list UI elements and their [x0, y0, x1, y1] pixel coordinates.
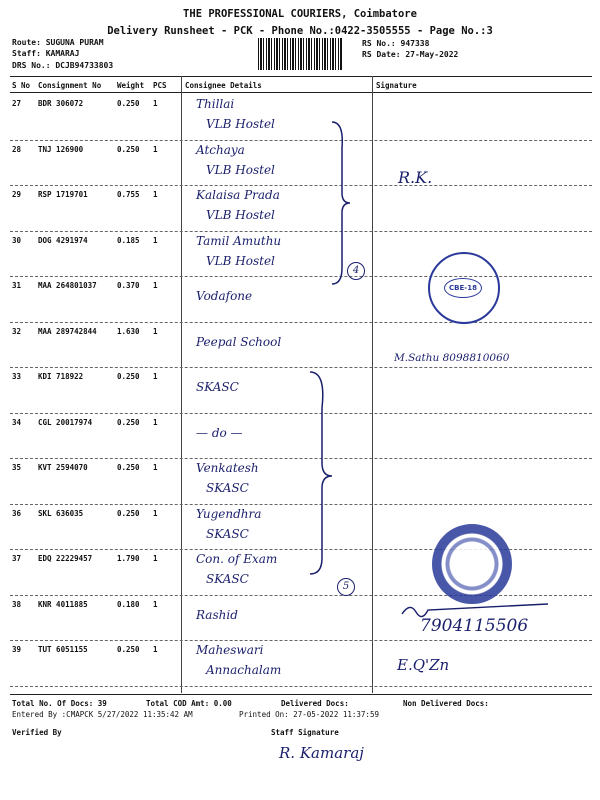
row-consignment: TUT 6051155: [38, 645, 88, 654]
brace-path: [310, 372, 332, 574]
consignee-address: SKASC: [206, 526, 249, 541]
row-pcs: 1: [153, 508, 158, 518]
table-row: [10, 414, 592, 460]
row-pcs: 1: [153, 417, 158, 427]
row-pcs: 1: [153, 554, 158, 563]
col-sno: S No: [12, 81, 31, 90]
table-header-rule: [10, 92, 592, 93]
runsheet-title: Delivery Runsheet - PCK - Phone No.:0422-3505555 - Page No.:3: [107, 25, 493, 37]
row-pcs: 1: [153, 645, 158, 654]
row-consignment: DOG 4291974: [38, 235, 88, 245]
footer-rule: [10, 694, 592, 695]
delivered-docs: Delivered Docs:: [281, 699, 349, 708]
row-pcs: 1: [153, 235, 158, 245]
stamp-inner-ring: CBE-18: [444, 278, 482, 298]
table-row: [10, 95, 592, 141]
row-consignment: KNR 4011885: [38, 599, 88, 609]
row-consignment: RSP 1719701: [38, 190, 88, 199]
consignee-address: SKASC: [206, 572, 249, 586]
row-pcs: 1: [153, 326, 158, 336]
row-sno: 38: [12, 599, 22, 609]
consignee-address: VLB Hostel: [206, 208, 275, 222]
consignee-name: Peepal School: [196, 334, 282, 349]
row-pcs: 1: [153, 190, 158, 199]
row-sno: 32: [12, 326, 22, 336]
verified-by: Verified By: [12, 728, 62, 737]
row-consignment: SKL 636035: [38, 508, 84, 518]
drs-label: DRS No.: DCJB94733803: [12, 61, 114, 70]
table-top-rule: [10, 76, 592, 77]
consignee-address: VLB Hostel: [206, 253, 275, 268]
consignee-address: VLB Hostel: [206, 117, 275, 131]
row-sno: 28: [12, 144, 22, 154]
row-sno: 36: [12, 508, 22, 518]
row-pcs: 1: [153, 144, 158, 154]
row-weight: 0.250: [117, 144, 140, 154]
row-pcs: 1: [153, 599, 158, 609]
row-weight: 0.250: [117, 417, 140, 427]
row-pcs: 1: [153, 281, 158, 290]
row-pcs: 1: [153, 463, 158, 472]
signature-4: E.Q'Zn: [397, 656, 450, 674]
row-consignment: MAA 264801037: [38, 281, 97, 290]
brace-path: [332, 122, 350, 284]
group-mark-2: 5: [337, 578, 355, 596]
table-row: [10, 186, 592, 232]
table-row: [10, 459, 592, 505]
row-sno: 30: [12, 235, 22, 245]
table-row: [10, 141, 592, 187]
table-row: [10, 232, 592, 278]
row-pcs: 1: [153, 99, 158, 108]
consignee-name: Tamil Amuthu: [196, 233, 282, 248]
row-consignment: EDQ 22229457: [38, 554, 93, 563]
col-pcs: PCS: [153, 81, 167, 90]
entered-by: Entered By :CMAPCK 5/27/2022 11:35:42 AM: [12, 710, 193, 719]
col-consignment: Consignment No: [38, 81, 102, 90]
table-row: [10, 277, 592, 323]
col-consignee: Consignee Details: [185, 81, 262, 90]
signature-2: M.Sathu 8098810060: [394, 352, 510, 364]
row-sno: 37: [12, 554, 22, 563]
row-consignment: BDR 306072: [38, 99, 84, 108]
consignee-name: — do —: [196, 425, 243, 440]
row-sno: 29: [12, 190, 22, 199]
consignee-name: SKASC: [196, 380, 239, 394]
row-weight: 0.250: [117, 99, 140, 108]
row-weight: 0.250: [117, 372, 140, 381]
col-signature: Signature: [376, 81, 417, 90]
row-weight: 0.250: [117, 645, 140, 654]
row-sno: 35: [12, 463, 22, 472]
staff-signature-label: Staff Signature: [271, 728, 339, 737]
row-weight: 0.755: [117, 190, 140, 199]
consignee-name: Vodafone: [196, 289, 253, 303]
consignee-name: Yugendhra: [196, 506, 262, 521]
consignee-name: Rashid: [196, 607, 238, 622]
vodafone-stamp: [428, 252, 500, 324]
total-cod: Total COD Amt: 0.00: [146, 699, 232, 708]
barcode: [258, 38, 342, 70]
consignee-address: SKASC: [206, 481, 249, 495]
staff-label: Staff: KAMARAJ: [12, 49, 80, 58]
row-weight: 0.180: [117, 599, 140, 609]
row-pcs: 1: [153, 372, 158, 381]
group-mark-1: 4: [347, 262, 365, 280]
row-weight: 0.250: [117, 463, 140, 472]
route-label: Route: SUGUNA PURAM: [12, 38, 104, 47]
consignee-address: VLB Hostel: [206, 162, 275, 177]
row-sno: 39: [12, 645, 22, 654]
row-sno: 34: [12, 417, 22, 427]
signature-1: R.K.: [398, 168, 433, 187]
row-consignment: KVT 2594070: [38, 463, 88, 472]
row-divider: [10, 686, 592, 687]
row-weight: 1.790: [117, 554, 140, 563]
consignee-name: Con. of Exam: [196, 552, 278, 566]
signature-3: 7904115506: [420, 616, 529, 636]
rs-no-label: RS No.: 947338: [362, 39, 430, 48]
row-sno: 31: [12, 281, 22, 290]
consignee-name: Venkatesh: [196, 461, 259, 475]
row-consignment: TNJ 126900: [38, 144, 84, 154]
col-weight: Weight: [117, 81, 145, 90]
consignee-name: Thillai: [196, 97, 235, 111]
college-stamp: [432, 524, 512, 604]
row-consignment: MAA 289742844: [38, 326, 97, 336]
consignee-address: Annachalam: [206, 663, 282, 677]
row-weight: 0.370: [117, 281, 140, 290]
consignee-name: Atchaya: [196, 142, 245, 157]
staff-signature: R. Kamaraj: [279, 744, 364, 762]
row-weight: 1.630: [117, 326, 140, 336]
printed-on: Printed On: 27-05-2022 11:37:59: [239, 710, 379, 719]
total-docs: Total No. Of Docs: 39: [12, 699, 107, 708]
consignee-name: Kalaisa Prada: [196, 188, 280, 202]
rs-date-label: RS Date: 27-May-2022: [362, 50, 459, 59]
table-row: [10, 641, 592, 687]
row-weight: 0.185: [117, 235, 140, 245]
row-sno: 33: [12, 372, 22, 381]
row-weight: 0.250: [117, 508, 140, 518]
row-consignment: KDI 718922: [38, 372, 84, 381]
brace-group-2: [306, 368, 338, 578]
consignee-name: Maheswari: [196, 643, 264, 657]
table-row: [10, 368, 592, 414]
row-consignment: CGL 20017974: [38, 417, 93, 427]
company-title: THE PROFESSIONAL COURIERS, Coimbatore: [183, 8, 417, 20]
row-sno: 27: [12, 99, 22, 108]
non-delivered-docs: Non Delivered Docs:: [403, 699, 489, 708]
